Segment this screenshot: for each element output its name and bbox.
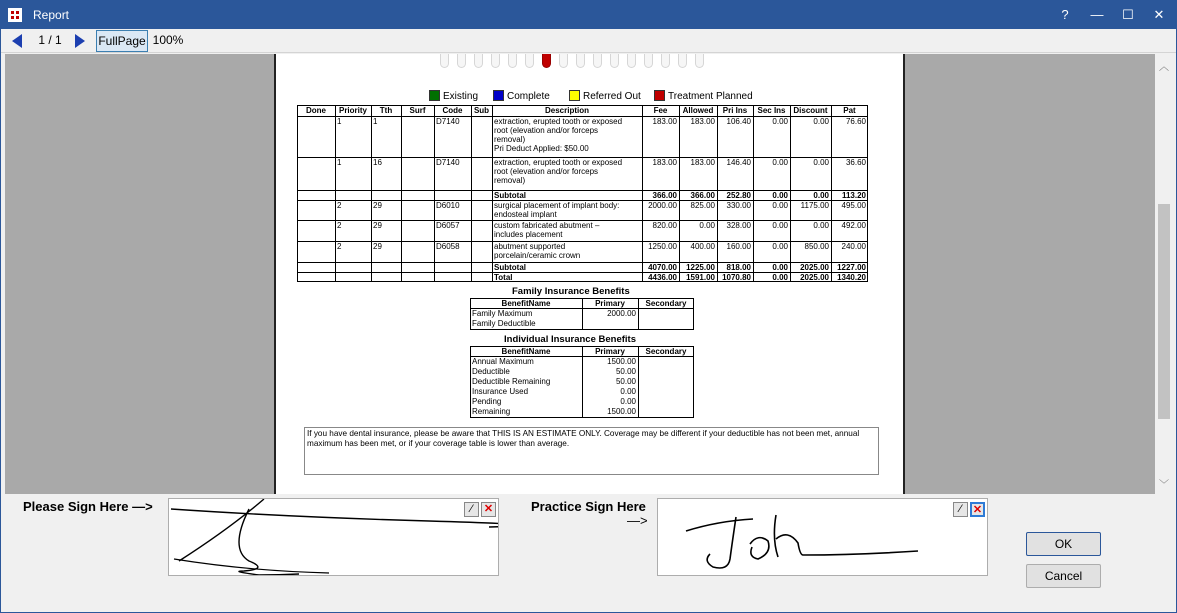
column-divider — [335, 105, 336, 282]
patient-sign-pen-button[interactable] — [464, 502, 479, 517]
tooth-shape — [559, 54, 568, 68]
column-header: Surf — [409, 106, 426, 115]
cell-disc: 0.00 — [813, 191, 829, 200]
benefit-name: Deductible — [472, 367, 510, 376]
cell-pri: 160.00 — [726, 242, 751, 251]
tooth-shape — [593, 54, 602, 68]
cell-sec: 0.00 — [772, 263, 788, 272]
cell-sec: 0.00 — [772, 242, 788, 251]
cell-allowed: 183.00 — [690, 158, 715, 167]
tooth-shape — [678, 54, 687, 68]
practice-sign-label: Practice Sign Here — [531, 499, 646, 514]
cell-sec: 0.00 — [772, 117, 788, 126]
cell-description: porcelain/ceramic crown — [494, 251, 581, 260]
legend-item — [429, 90, 478, 102]
cell-sec: 0.00 — [772, 221, 788, 230]
tooth-shape — [610, 54, 619, 68]
fullpage-button[interactable]: FullPage — [96, 30, 148, 52]
cell-sec: 0.00 — [772, 158, 788, 167]
cell-pat: 492.00 — [841, 221, 866, 230]
column-header: Fee — [653, 106, 668, 115]
legend-label: Existing — [443, 91, 479, 102]
app-icon — [8, 8, 22, 22]
minimize-button[interactable]: — — [1090, 7, 1104, 22]
report-toolbar — [1, 29, 1176, 53]
ok-button[interactable]: OK — [1026, 532, 1101, 556]
cell-description: removal) — [494, 176, 526, 185]
column-header: Done — [306, 106, 326, 115]
benefit-primary: 0.00 — [620, 387, 636, 396]
cell-pat: 240.00 — [841, 242, 866, 251]
patient-sign-label: Please Sign Here —> — [23, 499, 153, 514]
cell-allowed: 400.00 — [690, 242, 715, 251]
column-header: Pat — [843, 106, 856, 115]
tooth-shape — [508, 54, 517, 68]
benefit-column-header: Secondary — [645, 347, 687, 356]
column-header: Tth — [379, 106, 393, 115]
cell-description: custom fabricated abutment – — [494, 221, 600, 230]
cell-tooth: 29 — [373, 221, 382, 230]
tooth-shape — [695, 54, 704, 68]
row-label: Subtotal — [494, 263, 526, 272]
cell-priority: 2 — [337, 201, 342, 210]
benefit-name: Family Deductible — [472, 319, 536, 328]
tooth-shape — [576, 54, 585, 68]
pen-icon: ⁄ — [959, 503, 962, 515]
cell-pri: 818.00 — [726, 263, 751, 272]
benefit-primary: 1500.00 — [607, 357, 636, 366]
column-header: Code — [442, 106, 463, 115]
cell-sec: 0.00 — [772, 273, 788, 282]
cell-description: abutment supported — [494, 242, 566, 251]
column-header: Pri Ins — [722, 106, 748, 115]
cell-code: D7140 — [436, 117, 460, 126]
legend-swatch — [429, 90, 440, 101]
cell-disc: 0.00 — [813, 221, 829, 230]
maximize-button[interactable]: ☐ — [1122, 7, 1134, 22]
column-header: Sub — [473, 106, 490, 115]
window-title: Report — [33, 8, 70, 22]
cell-pat: 495.00 — [841, 201, 866, 210]
legend-item — [654, 90, 753, 102]
column-header: Discount — [793, 106, 828, 115]
vertical-scrollbar[interactable] — [1155, 54, 1173, 494]
cell-description: removal) — [494, 135, 526, 144]
legend-item — [493, 90, 550, 102]
tooth-shape — [525, 54, 534, 68]
tooth-shape — [542, 54, 551, 68]
cell-pat: 36.60 — [845, 158, 866, 167]
legend-label: Treatment Planned — [668, 91, 753, 102]
cell-allowed: 366.00 — [690, 191, 715, 200]
tooth-shape — [661, 54, 670, 68]
cell-description: Pri Deduct Applied: $50.00 — [494, 144, 589, 153]
cell-priority: 2 — [337, 221, 342, 230]
patient-sign-clear-button[interactable] — [481, 502, 496, 517]
benefit-name: Remaining — [472, 407, 511, 416]
prev-page-button[interactable] — [7, 30, 29, 52]
arrow-left-icon — [12, 34, 22, 48]
tooth-chart — [436, 54, 716, 74]
pen-icon: ⁄ — [470, 503, 473, 515]
patient-signature-box[interactable] — [168, 498, 499, 576]
row-label: Total — [494, 273, 513, 282]
page-indicator: 1 / 1 — [38, 33, 62, 47]
estimate-note: If you have dental insurance, please be aware that THIS IS AN ESTIMATE ONLY. Coverage may be different if your deductible has not been met, annual maximum has been met, or if your coverage table is lower than average. — [304, 427, 879, 475]
cell-code: D7140 — [436, 158, 460, 167]
cell-fee: 1250.00 — [648, 242, 677, 251]
column-divider — [401, 105, 402, 282]
benefit-name: Pending — [472, 397, 502, 406]
tooth-shape — [627, 54, 636, 68]
cell-disc: 1175.00 — [800, 201, 829, 210]
cell-disc: 2025.00 — [800, 263, 829, 272]
clear-x-icon: ✕ — [483, 503, 494, 515]
cell-description: extraction, erupted tooth or exposed — [494, 158, 623, 167]
cell-pri: 106.40 — [726, 117, 751, 126]
cell-pat: 1227.00 — [837, 263, 866, 272]
column-header: Sec Ins — [757, 106, 786, 115]
column-header: Allowed — [682, 106, 714, 115]
cell-pri: 330.00 — [726, 201, 751, 210]
benefit-name: Insurance Used — [472, 387, 529, 396]
cell-disc: 850.00 — [804, 242, 829, 251]
practice-sign-pen-button[interactable] — [953, 502, 968, 517]
cell-allowed: 183.00 — [690, 117, 715, 126]
cell-code: D6057 — [436, 221, 460, 230]
practice-signature-drawing — [658, 499, 987, 575]
cell-priority: 1 — [337, 158, 342, 167]
cell-tooth: 29 — [373, 201, 382, 210]
legend-label: Referred Out — [583, 91, 641, 102]
cell-priority: 2 — [337, 242, 342, 251]
cell-pat: 1340.20 — [837, 273, 866, 282]
cell-description: extraction, erupted tooth or exposed — [494, 117, 623, 126]
benefit-name: Family Maximum — [472, 309, 533, 318]
cell-priority: 1 — [337, 117, 342, 126]
benefit-column-header: BenefitName — [501, 299, 551, 308]
scroll-thumb[interactable] — [1158, 204, 1170, 419]
cell-fee: 2000.00 — [648, 201, 677, 210]
report-viewport[interactable] — [5, 54, 1155, 494]
tooth-shape — [644, 54, 653, 68]
legend-swatch — [654, 90, 665, 101]
cell-fee: 4436.00 — [648, 273, 677, 282]
scroll-down-icon[interactable]: ﹀ — [1159, 480, 1169, 491]
close-button[interactable]: ✕ — [1153, 7, 1165, 22]
zoom-100-button[interactable]: 100% — [152, 33, 184, 47]
cell-description: root (elevation and/or forceps — [494, 167, 599, 176]
tooth-shape — [491, 54, 500, 68]
practice-sign-arrow: —> — [627, 513, 648, 528]
benefit-column-header: Secondary — [645, 299, 687, 308]
scroll-up-icon[interactable]: ︿ — [1159, 62, 1169, 73]
cell-pri: 146.40 — [726, 158, 751, 167]
benefit-primary: 2000.00 — [607, 309, 636, 318]
tooth-shape — [440, 54, 449, 68]
family-benefits-title: Family Insurance Benefits — [512, 286, 630, 297]
cell-code: D6010 — [436, 201, 460, 210]
column-divider — [371, 105, 372, 282]
cell-tooth: 29 — [373, 242, 382, 251]
column-divider — [492, 105, 493, 282]
benefit-column-header: BenefitName — [501, 347, 551, 356]
cell-disc: 0.00 — [813, 158, 829, 167]
cell-fee: 4070.00 — [648, 263, 677, 272]
cell-sec: 0.00 — [772, 191, 788, 200]
cell-tooth: 16 — [373, 158, 382, 167]
practice-sign-clear-button[interactable] — [970, 502, 985, 517]
benefit-name: Deductible Remaining — [472, 377, 551, 386]
cell-pri: 252.80 — [726, 191, 751, 200]
tooth-shape — [474, 54, 483, 68]
cell-pri: 1070.80 — [722, 273, 751, 282]
legend-swatch — [569, 90, 580, 101]
arrow-right-icon — [75, 34, 85, 48]
legend-item — [569, 90, 641, 102]
benefit-primary: 50.00 — [615, 367, 636, 376]
row-label: Subtotal — [494, 191, 526, 200]
help-button[interactable]: ? — [1061, 7, 1069, 22]
legend-swatch — [493, 90, 504, 101]
cell-pat: 76.60 — [845, 117, 866, 126]
cell-sec: 0.00 — [772, 201, 788, 210]
benefit-column-header: Primary — [595, 299, 625, 308]
cell-pri: 328.00 — [726, 221, 751, 230]
cell-disc: 2025.00 — [800, 273, 829, 282]
cell-tooth: 1 — [373, 117, 378, 126]
column-header: Priority — [338, 106, 367, 115]
cell-allowed: 1225.00 — [686, 263, 715, 272]
cell-description: surgical placement of implant body: — [494, 201, 620, 210]
cell-pat: 113.20 — [841, 191, 866, 200]
benefit-primary: 1500.00 — [607, 407, 636, 416]
benefit-column-header: Primary — [595, 347, 625, 356]
cell-allowed: 0.00 — [699, 221, 715, 230]
individual-benefits-title: Individual Insurance Benefits — [504, 334, 636, 345]
column-header: Description — [544, 106, 589, 115]
cell-disc: 0.00 — [813, 117, 829, 126]
cancel-button[interactable]: Cancel — [1026, 564, 1101, 588]
column-divider — [434, 105, 435, 282]
cell-description: includes placement — [494, 230, 563, 239]
clear-x-icon: ✕ — [972, 504, 983, 516]
cell-code: D6058 — [436, 242, 460, 251]
benefit-name: Annual Maximum — [472, 357, 534, 366]
next-page-button[interactable] — [69, 30, 91, 52]
report-page — [274, 54, 905, 494]
patient-signature-drawing — [169, 499, 498, 575]
cell-allowed: 825.00 — [690, 201, 715, 210]
benefit-primary: 0.00 — [620, 397, 636, 406]
benefit-primary: 50.00 — [615, 377, 636, 386]
practice-signature-box[interactable] — [657, 498, 988, 576]
cell-fee: 183.00 — [652, 117, 677, 126]
cell-description: root (elevation and/or forceps — [494, 126, 599, 135]
tooth-shape — [457, 54, 466, 68]
column-divider — [471, 105, 472, 282]
cell-fee: 820.00 — [652, 221, 677, 230]
cell-allowed: 1591.00 — [686, 273, 715, 282]
title-bar — [1, 1, 1176, 29]
cell-fee: 366.00 — [652, 191, 677, 200]
legend-label: Complete — [507, 91, 550, 102]
cell-description: endosteal implant — [494, 210, 557, 219]
cell-fee: 183.00 — [652, 158, 677, 167]
